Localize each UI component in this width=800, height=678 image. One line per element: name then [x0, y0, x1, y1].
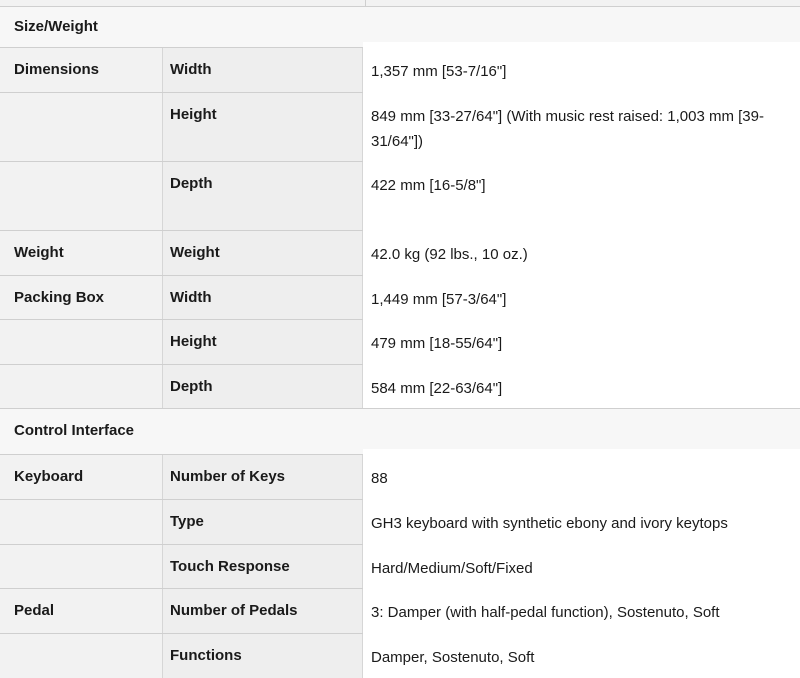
row-value: 1,357 mm [53-7/16"]	[363, 42, 800, 92]
row-value: 42.0 kg (92 lbs., 10 oz.)	[363, 225, 800, 275]
group-label-keyboard: Keyboard	[0, 455, 163, 589]
group-label-pedal: Pedal	[0, 589, 163, 678]
row-value: 479 mm [18-55/64"]	[363, 314, 800, 364]
row-value: 584 mm [22-63/64"]	[363, 359, 800, 408]
table-row	[0, 365, 800, 409]
row-name: Weight	[163, 231, 363, 275]
section-title: Control Interface	[14, 422, 135, 439]
row-name: Height	[163, 93, 363, 161]
row-name: Height	[163, 320, 363, 364]
row-value: 1,449 mm [57-3/64"]	[363, 270, 800, 319]
row-name: Depth	[163, 365, 363, 408]
row-name: Touch Response	[163, 545, 363, 588]
group-label-weight: Weight	[0, 231, 163, 276]
row-name: Number of Keys	[163, 455, 363, 499]
row-name: Functions	[163, 634, 363, 678]
group-label-packing-box: Packing Box	[0, 276, 163, 409]
row-value: 88	[363, 449, 800, 499]
row-value: Damper, Sostenuto, Soft	[363, 628, 800, 678]
row-value: Hard/Medium/Soft/Fixed	[363, 539, 800, 588]
row-value: GH3 keyboard with synthetic ebony and ivory keytops	[363, 494, 800, 544]
table-row	[0, 634, 800, 678]
table-row	[0, 93, 800, 162]
row-name: Number of Pedals	[163, 589, 363, 633]
row-value: 3: Damper (with half-pedal function), Sostenuto, Soft	[363, 583, 800, 633]
row-name: Width	[163, 48, 363, 92]
row-name: Type	[163, 500, 363, 544]
row-value: 849 mm [33-27/64"] (With music rest raised: 1,003 mm [39-31/64"])	[363, 87, 800, 161]
row-name: Depth	[163, 162, 363, 230]
section-title: Size/Weight	[14, 18, 98, 35]
table-row	[0, 162, 800, 231]
group-label-dimensions: Dimensions	[0, 48, 163, 231]
row-value: 422 mm [16-5/8"]	[363, 156, 800, 230]
row-name: Width	[163, 276, 363, 319]
